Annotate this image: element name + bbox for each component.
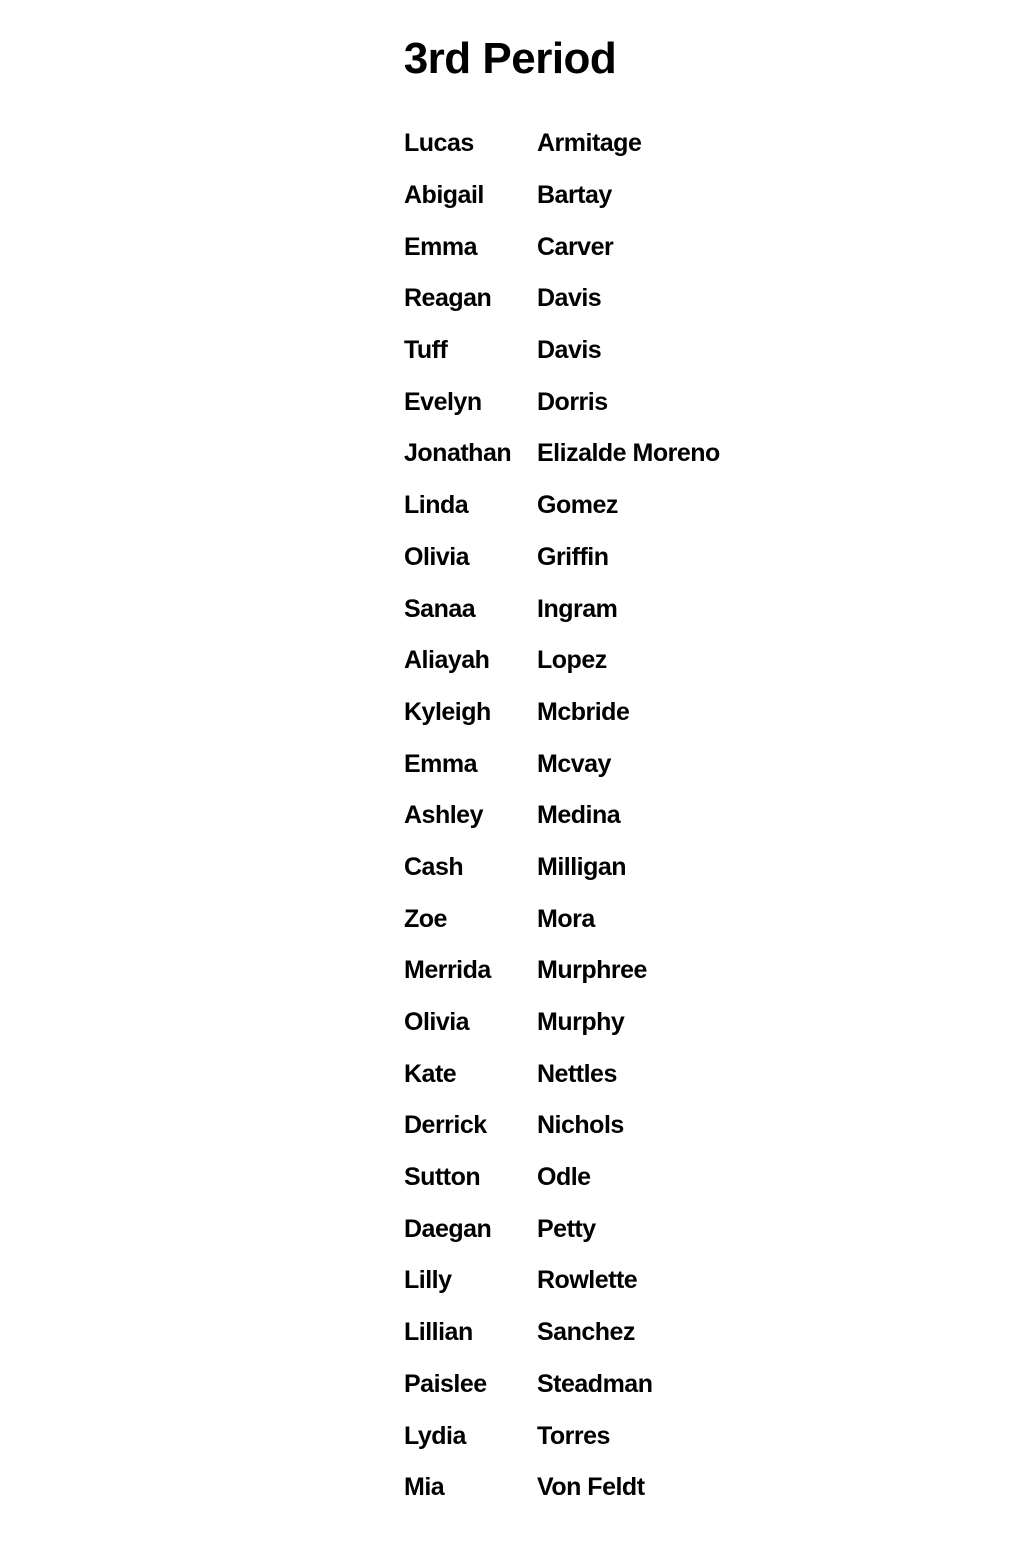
student-first-name: Paislee: [404, 1369, 487, 1398]
student-row: [404, 1100, 824, 1152]
student-row: [404, 1307, 824, 1359]
student-first-name: Kyleigh: [404, 697, 491, 726]
student-first-name: Emma: [404, 232, 478, 261]
student-last-name: Petty: [537, 1214, 596, 1243]
student-last-name: Davis: [537, 284, 602, 313]
student-row: [404, 997, 824, 1049]
student-last-name: Murphree: [537, 956, 647, 985]
student-row: [404, 221, 824, 273]
student-row: [404, 170, 824, 222]
student-last-name: Von Feldt: [537, 1473, 645, 1502]
student-row: [404, 583, 824, 635]
student-last-name: Dorris: [537, 387, 608, 416]
student-row: [404, 118, 824, 170]
student-last-name: Mcvay: [537, 749, 611, 778]
student-row: [404, 428, 824, 480]
student-last-name: Steadman: [537, 1369, 653, 1398]
student-row: [404, 1048, 824, 1100]
student-last-name: Davis: [537, 336, 602, 365]
student-row: [404, 893, 824, 945]
student-row: [404, 376, 824, 428]
student-row: [404, 480, 824, 532]
student-row: [404, 635, 824, 687]
student-first-name: Cash: [404, 852, 464, 881]
student-last-name: Elizalde Moreno: [537, 439, 720, 468]
student-last-name: Armitage: [537, 129, 642, 158]
student-last-name: Mcbride: [537, 697, 630, 726]
student-last-name: Griffin: [537, 542, 609, 571]
student-first-name: Lucas: [404, 129, 474, 158]
student-first-name: Merrida: [404, 956, 491, 985]
student-first-name: Evelyn: [404, 387, 482, 416]
student-first-name: Emma: [404, 749, 478, 778]
student-last-name: Sanchez: [537, 1318, 635, 1347]
student-first-name: Abigail: [404, 181, 484, 210]
student-row: [404, 273, 824, 325]
student-row: [404, 325, 824, 377]
student-last-name: Medina: [537, 801, 621, 830]
student-last-name: Milligan: [537, 852, 627, 881]
student-first-name: Ashley: [404, 801, 483, 830]
student-first-name: Lilly: [404, 1266, 452, 1295]
student-first-name: Daegan: [404, 1214, 492, 1243]
student-first-name: Jonathan: [404, 439, 512, 468]
student-row: [404, 945, 824, 997]
student-row: [404, 842, 824, 894]
page-title: 3rd Period: [403, 34, 617, 83]
student-row: [404, 1359, 824, 1411]
student-first-name: Linda: [404, 491, 469, 520]
student-first-name: Lydia: [404, 1421, 466, 1450]
student-row: [404, 1203, 824, 1255]
student-first-name: Olivia: [404, 542, 470, 571]
student-row: [404, 1410, 824, 1462]
student-first-name: Aliayah: [404, 646, 490, 675]
student-last-name: Carver: [537, 232, 614, 261]
student-row: [404, 532, 824, 584]
student-row: [404, 1255, 824, 1307]
student-first-name: Sanaa: [404, 594, 476, 623]
student-first-name: Kate: [404, 1059, 457, 1088]
student-row: [404, 1152, 824, 1204]
student-first-name: Olivia: [404, 1008, 470, 1037]
student-first-name: Lillian: [404, 1318, 473, 1347]
student-row: [404, 790, 824, 842]
student-row: [404, 1462, 824, 1514]
student-last-name: Lopez: [537, 646, 607, 675]
student-row: [404, 687, 824, 739]
student-last-name: Torres: [537, 1421, 610, 1450]
student-last-name: Odle: [537, 1163, 591, 1192]
student-first-name: Zoe: [404, 904, 447, 933]
student-row: [404, 738, 824, 790]
student-last-name: Gomez: [537, 491, 618, 520]
student-last-name: Mora: [537, 904, 595, 933]
student-first-name: Reagan: [404, 284, 492, 313]
student-last-name: Ingram: [537, 594, 618, 623]
student-last-name: Murphy: [537, 1008, 625, 1037]
student-last-name: Rowlette: [537, 1266, 638, 1295]
student-last-name: Bartay: [537, 181, 612, 210]
student-first-name: Mia: [404, 1473, 445, 1502]
student-last-name: Nichols: [537, 1111, 624, 1140]
student-first-name: Tuff: [404, 336, 448, 365]
student-first-name: Sutton: [404, 1163, 481, 1192]
student-first-name: Derrick: [404, 1111, 487, 1140]
student-roster: [404, 118, 824, 1514]
student-last-name: Nettles: [537, 1059, 617, 1088]
